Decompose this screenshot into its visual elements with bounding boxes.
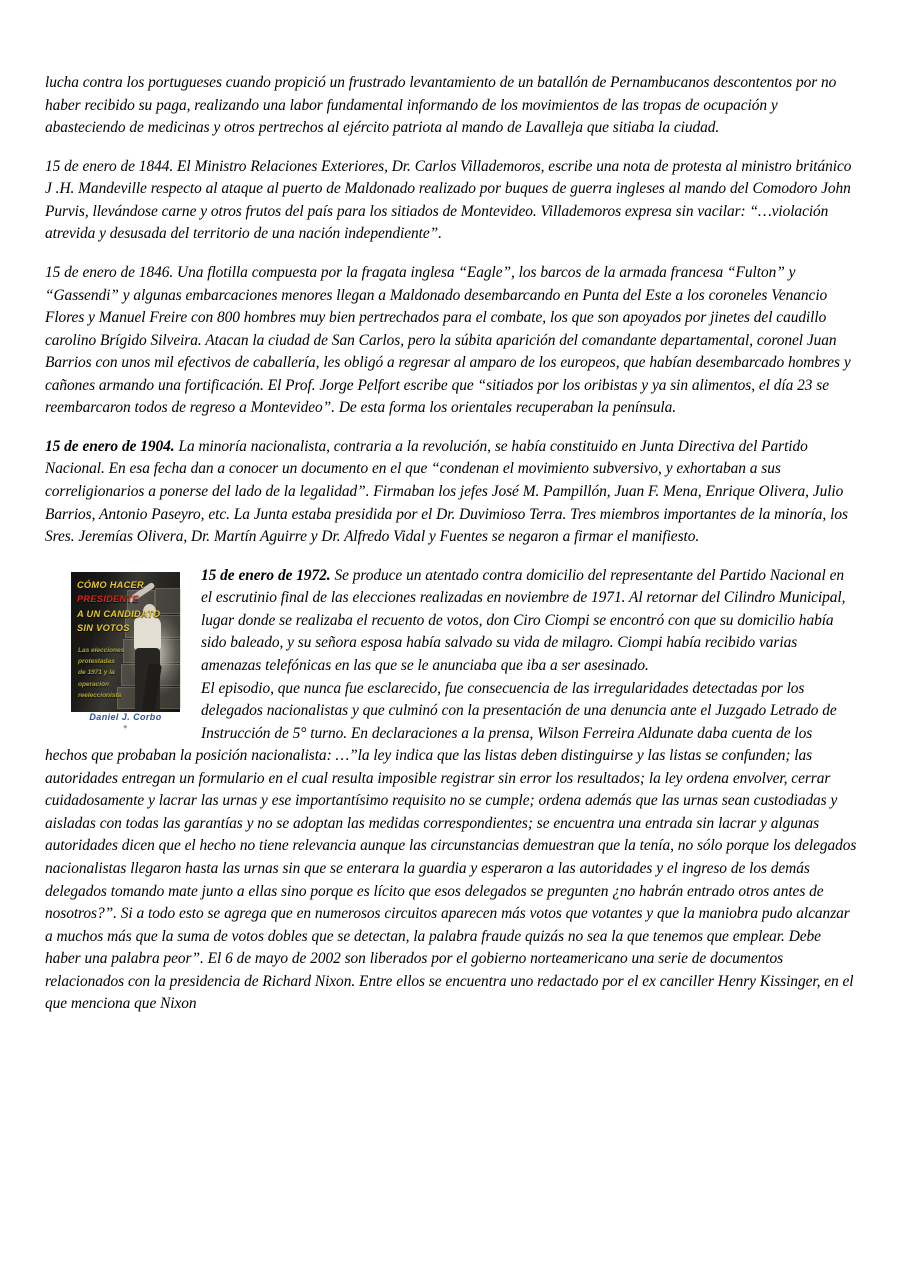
paragraph-1846: [45, 262, 858, 420]
paragraph-text-part-1: Se produce un atentado contra domicilio del representante del Partido Nacional en el escrutinio final de las elecciones realizadas en noviembre de 1971. Al retornar del Cilindro Municipal, lugar donde se realizaba el recuento de votos, don Ciro Ciompi se encontró con que su domicilio había sido baleado, y su señora esposa había salvado su vida de milagro. Ciompi había recibido varias amenazas telefónicas en las que se le anunciaba que iba a ser asesinado.: [201, 566, 846, 674]
page-content: [45, 72, 858, 1016]
paragraph-1844: [45, 156, 858, 246]
paragraph-1904: [45, 436, 858, 549]
paragraph-1972: [45, 565, 858, 1016]
date-lead-1904: 15 de enero de 1904.: [45, 437, 175, 455]
paragraph-text: lucha contra los portugueses cuando propició un frustrado levantamiento de un batallón de Pernambucanos descontentos por no haber recibido su paga, realizando una labor fundamental informando de los movimientos de las tropas de ocupación y abasteciendo de medicinas y otros pertrechos al ejército patriota al mando de Lavalleja que sitiaba la ciudad.: [45, 74, 837, 137]
paragraph-text: 15 de enero de 1844. El Ministro Relaciones Exteriores, Dr. Carlos Villademoros, escribe una nota de protesta al ministro británico J .H. Mandeville respecto al ataque al puerto de Maldonado realizado por buques de guerra ingleses al mando del Comodoro John Purvis, llevándose carne y otros frutos del país para los sitiados de Montevideo. Villademoros expresa sin vacilar: “…violación atrevida y desusada del territorio de una nación independiente”.: [45, 157, 852, 243]
paragraph-intro-continuation: [45, 72, 858, 140]
date-lead-1972: 15 de enero de 1972.: [201, 566, 331, 584]
paragraph-text-part-2: El episodio, que nunca fue esclarecido, fue consecuencia de las irregularidades detectadas por los delegados nacionalistas y que culminó con la presentación de una denuncia ante el Juzgado Letrado de Instrucción de 5° turno. En declaraciones a la prensa, Wilson Ferreira Aldunate daba cuenta de los hechos que probaban la posición nacionalista: …”la ley indica que las listas deben distinguirse y las listas se confunden; las autoridades entregan un formulario en el cual resulta imposible registrar sin error los resultados; la ley ordena envolver, cerrar cuidadosamente y lacrar las urnas y ese importantísimo requisito no se cumple; ordena además que las urnas sean custodiadas y aisladas con todas las garantías y no se adoptan las medidas correspondientes; se encuentra una entrada sin lacrar y algunas autoridades dicen que el hecho no tiene relevancia aunque las circunstancias demuestran que la tenía, no sólo porque los delegados nacionalistas llegaron hasta las urnas sin que se enterara la guardia y esperaron a las autoridades y el ingreso de los demás delegados tomando mate junto a ellas sino porque es lícito que esos delegados se pregunten ¿no habrán entrado otros antes de nosotros?”. Si a todo esto se agrega que en numerosos circuitos aparecen más votos que votantes y que la maniobra pudo alcanzar a muchos más que la suma de votos dobles que se detectan, la palabra fraude quizás no sea la que tenemos que emplear. Debe haber una palabra peor”. El 6 de mayo de 2002 son liberados por el gobierno norteamericano una serie de documentos relacionados con la presidencia de Richard Nixon. Entre ellos se encuentra uno redactado por el ex canciller Henry Kissinger, en el que menciona que Nixon: [45, 679, 857, 1013]
paragraph-text: La minoría nacionalista, contraria a la revolución, se había constituido en Junta Directiva del Partido Nacional. En esa fecha dan a conocer un documento en el que “condenan el movimiento subversivo, y exhortaban a sus correligionarios a ponerse del lado de la legalidad”. Firmaban los jefes José M. Pampillón, Juan F. Mena, Enrique Olivera, Julio Barrios, Antonio Paseyro, etc. La Junta estaba presidida por el Dr. Duvimioso Terra. Tres miembros importantes de la minoría, los Sres. Jeremías Olivera, Dr. Martín Aguirre y Dr. Alfredo Vidal y Fuentes se negaron a firmar el manifiesto.: [45, 437, 848, 546]
paragraph-text: 15 de enero de 1846. Una flotilla compuesta por la fragata inglesa “Eagle”, los barcos de la armada francesa “Fulton” y “Gassendi” y algunas embarcaciones menores llegan a Maldonado desembarcando en Punta del Este a los coroneles Venancio Flores y Manuel Freire con 800 hombres muy bien pertrechados para el combate, los que son apoyados por jinetes del caudillo carolino Brígido Silveira. Atacan la ciudad de San Carlos, pero la súbita aparición del comandante departamental, coronel Juan Barrios con unos mil efectivos de caballería, les obligó a regresar al amparo de los europeos, que habían desembarcado hombres y cañones armando una fortificación. El Prof. Jorge Pelfort escribe que “sitiados por los oribistas y ya sin alimentos, el día 23 se reembarcaron todos de regreso a Montevideo”. De esta forma los orientales recuperaban la península.: [45, 263, 851, 417]
book-cover-figure: [64, 567, 187, 737]
